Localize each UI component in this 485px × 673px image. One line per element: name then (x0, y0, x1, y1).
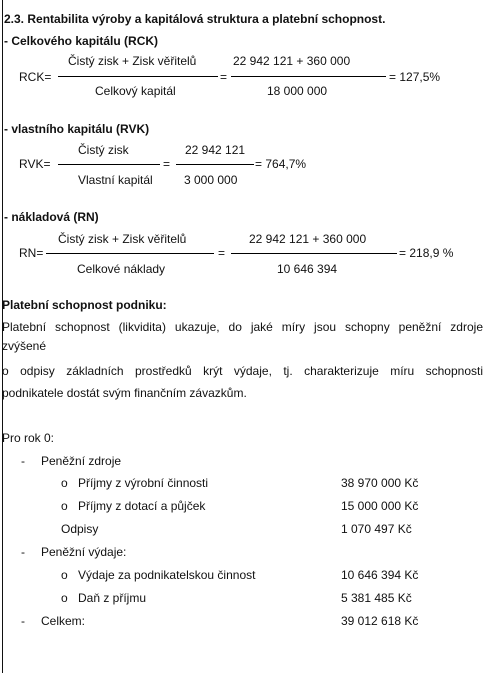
solvency-heading: Platební schopnost podniku: (2, 298, 167, 312)
rck-result: = 127,5% (389, 70, 441, 84)
rck-label: RCK= (19, 70, 52, 84)
expense-item-label: Výdaje za podnikatelskou činnost (78, 568, 256, 582)
expense-item-label: Daň z příjmu (78, 591, 147, 605)
solvency-paragraph-line-2: zvýšené (2, 339, 47, 353)
expense-item-value: 10 646 394 Kč (341, 568, 419, 582)
rck-heading: - Celkového kapitálu (RCK) (4, 34, 159, 48)
year-label: Pro rok 0: (2, 431, 55, 445)
rck-value-numerator: 22 942 121 + 360 000 (233, 54, 351, 68)
rvk-result: = 764,7% (255, 157, 307, 171)
income-item-value: 15 000 000 Kč (341, 499, 419, 513)
income-item-label: Příjmy z výrobní činnosti (78, 476, 209, 490)
income-heading: Peněžní zdroje (41, 454, 122, 468)
expense-bullet-1: o (61, 568, 68, 582)
total-dash: - (21, 614, 25, 628)
income-bullet-1: o (61, 476, 68, 490)
section-title: 2.3. Rentabilita výroby a kapitálová struktura a platební schopnost. (4, 12, 386, 26)
expense-bullet-2: o (61, 591, 68, 605)
rn-result: = 218,9 % (399, 246, 454, 260)
depreciation-label: Odpisy (61, 522, 99, 536)
rn-value-fraction-line (231, 253, 397, 254)
depreciation-value: 1 070 497 Kč (341, 522, 412, 536)
solvency-paragraph-line-3: o odpisy základních prostředků krýt výdaje, tj. charakterizuje míru schopnosti (2, 364, 483, 378)
page-left-border (2, 0, 3, 673)
rn-value-denominator: 10 646 394 (277, 262, 338, 276)
expense-dash: - (21, 545, 25, 559)
rn-label: RN= (19, 246, 44, 260)
rck-value-denominator: 18 000 000 (267, 84, 328, 98)
income-bullet-2: o (61, 499, 68, 513)
total-label: Celkem: (41, 614, 86, 628)
rn-value-numerator: 22 942 121 + 360 000 (249, 232, 367, 246)
rvk-value-fraction-line (176, 164, 254, 165)
expense-item-value: 5 381 485 Kč (341, 591, 412, 605)
rn-fraction-line (46, 253, 214, 254)
rck-numerator: Čistý zisk + Zisk věřitelů (68, 54, 197, 68)
rn-denominator: Celkové náklady (77, 262, 166, 276)
rvk-value-numerator: 22 942 121 (185, 143, 246, 157)
rvk-equals: = (163, 157, 171, 171)
solvency-paragraph-line-1: Platební schopnost (likvidita) ukazuje, do jaké míry jsou schopny peněžní zdroje (2, 320, 483, 334)
rvk-numerator: Čistý zisk (78, 143, 129, 157)
rck-denominator: Celkový kapitál (95, 84, 176, 98)
rn-heading: - nákladová (RN) (4, 210, 99, 224)
rn-equals: = (218, 246, 226, 260)
expense-heading: Peněžní výdaje: (41, 545, 127, 559)
rck-fraction-line (58, 76, 218, 77)
rvk-fraction-line (58, 164, 160, 165)
income-item-label: Příjmy z dotací a půjček (78, 499, 206, 513)
rvk-label: RVK= (19, 157, 51, 171)
rck-value-fraction-line (231, 76, 386, 77)
rck-equals: = (220, 70, 228, 84)
rn-numerator: Čistý zisk + Zisk věřitelů (58, 232, 187, 246)
rvk-value-denominator: 3 000 000 (184, 173, 238, 187)
rvk-heading: - vlastního kapitálu (RVK) (4, 122, 150, 136)
income-item-value: 38 970 000 Kč (341, 476, 419, 490)
total-value: 39 012 618 Kč (341, 614, 419, 628)
income-dash: - (21, 454, 25, 468)
solvency-paragraph-line-4: podnikatele dostát svým finančním závazkům. (2, 386, 247, 400)
rvk-denominator: Vlastní kapitál (78, 173, 153, 187)
